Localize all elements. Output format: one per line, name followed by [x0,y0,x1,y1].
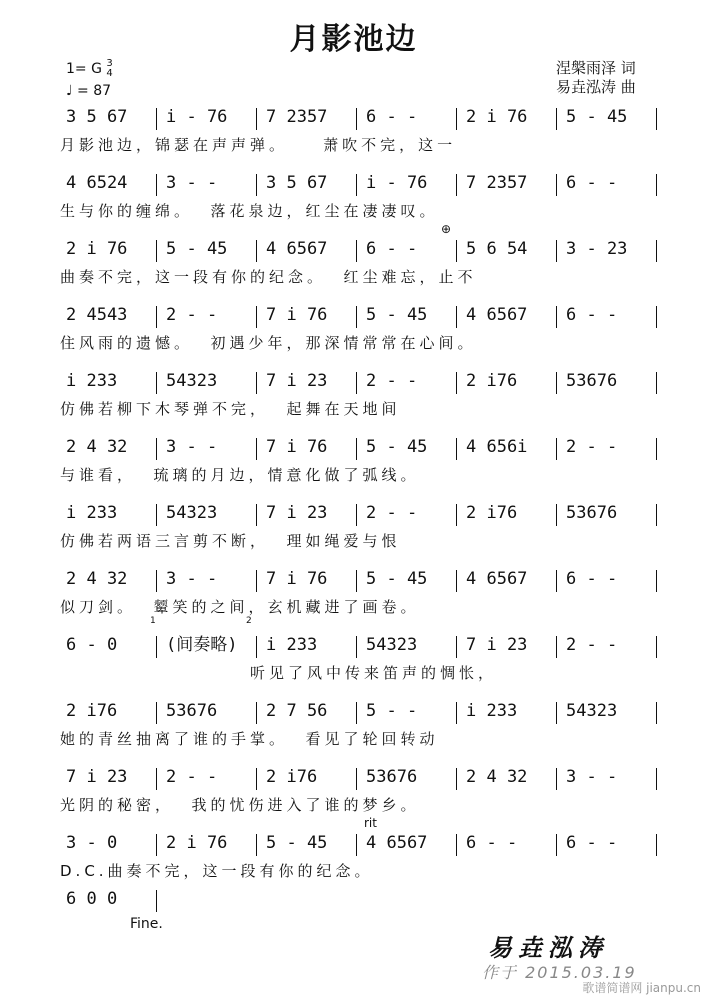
measure: 4 656i [466,437,528,457]
barline [556,306,557,328]
music-system [60,434,660,494]
measure: 7 i 23 [266,371,328,391]
measure: 2 4 32 [66,569,128,589]
barline [356,834,357,856]
barline [156,702,157,724]
barline [556,834,557,856]
barline [456,438,457,460]
measure: 7 i 76 [266,569,328,589]
barline [256,174,257,196]
barline [456,306,457,328]
lyric-row [60,266,660,288]
barline [356,174,357,196]
measure: 3 - 23 [566,239,628,259]
measure: i 233 [466,701,518,721]
barline [256,306,257,328]
barline [456,702,457,724]
barline [456,504,457,526]
measure: 7 i 23 [266,503,328,523]
lyric-row [60,728,660,750]
key-signature [66,58,113,80]
measure: 4 6567 [466,305,528,325]
lyric-row [60,134,660,156]
barline [356,108,357,130]
music-system [60,104,660,164]
barline [556,636,557,658]
barline [356,306,357,328]
measure: 2 i76 [466,371,518,391]
barline [256,438,257,460]
measure: 53676 [366,767,418,787]
rit-mark: rit [364,816,377,830]
music-system [60,170,660,230]
barline [456,108,457,130]
lyric-row [60,200,660,222]
lyric-row [60,794,660,816]
barline [356,636,357,658]
notation-row [60,566,660,594]
lyric-line: 她的青丝抽离了谁的手掌。 看见了轮回转动 [60,730,439,748]
song-title: 月影池边 [289,22,418,57]
measure: i - 76 [366,173,428,193]
measure: 4 6567 [366,833,428,853]
barline [256,108,257,130]
lyric-line: D.C.曲奏不完，这一段有你的纪念。 [60,862,374,880]
music-system [60,236,660,296]
measure: 2 i 76 [166,833,228,853]
barline [156,504,157,526]
music-system [60,698,660,758]
barline [356,240,357,262]
barline [656,702,657,724]
barline [456,570,457,592]
measure: 5 - 45 [266,833,328,853]
barline [656,174,657,196]
measure: 6 - - [566,569,618,589]
barline [156,834,157,856]
measure: 2 4543 [66,305,128,325]
measure: 2 - - [566,437,618,457]
barline [556,768,557,790]
measure: 7 i 23 [466,635,528,655]
lyric-line: 似刀剑。 颦笑的之间，玄机藏进了画卷。 [60,598,420,616]
barline [656,504,657,526]
lyric-line: 住风雨的遗憾。 初遇少年，那深情常常在心间。 [60,334,477,352]
lyric-line: 仿佛若柳下木琴弹不完， 起舞在天地间 [60,400,401,418]
key-label: 1= G [66,61,102,77]
notation-row [60,434,660,462]
measure: 5 6 54 [466,239,528,259]
barline [656,768,657,790]
measure: 5 - - [366,701,418,721]
notation-row [60,886,660,914]
measure: 6 - - [566,173,618,193]
site-watermark: 歌谱简谱网 jianpu.cn [582,981,701,995]
notation-row [60,632,660,660]
barline [156,768,157,790]
barline [656,372,657,394]
barline [156,636,157,658]
barline [456,768,457,790]
lyric-row [60,596,660,618]
barline [156,570,157,592]
lyric-row [60,530,660,552]
measure: 3 - 0 [66,833,118,853]
measure: 2 4 32 [466,767,528,787]
credits-block [556,59,636,97]
barline [356,768,357,790]
measure: 2 7 56 [266,701,328,721]
barline [156,174,157,196]
measure: 5 - 45 [366,437,428,457]
lyricist-credit: 涅槃雨泽 词 [556,59,636,77]
measure: 53676 [566,503,618,523]
measure: 6 - 0 [66,635,118,655]
barline [456,636,457,658]
barline [656,438,657,460]
coda-mark: ⊕ [441,222,452,236]
measure: 2 i 76 [466,107,528,127]
notation-row [60,830,660,858]
measure: i 233 [266,635,318,655]
measure: 54323 [166,503,218,523]
barline [556,438,557,460]
lyric-row [60,860,660,882]
measure: 4 6567 [466,569,528,589]
lyric-line: 听见了风中传来笛声的惆怅， [250,664,498,682]
lyric-line: 曲奏不完，这一段有你的纪念。 红尘难忘，止不 [60,268,477,286]
lyric-line: 生与你的缠绵。 落花泉边，红尘在凄凄叹。 [60,202,439,220]
measure: 5 - 45 [166,239,228,259]
barline [456,240,457,262]
measure: 54323 [366,635,418,655]
measure: 7 2357 [466,173,528,193]
lyric-line: 光阴的秘密， 我的忧伤进入了谁的梦乡。 [60,796,420,814]
measure: 2 i76 [66,701,118,721]
barline [156,372,157,394]
measure: 2 - - [166,767,218,787]
barline [556,372,557,394]
barline [656,570,657,592]
measure: 6 0 0 [66,889,118,909]
music-system [60,830,660,890]
volta-2-mark: 2 [246,616,252,626]
measure: 2 - - [566,635,618,655]
measure: 2 i76 [466,503,518,523]
measure: 6 - - [366,107,418,127]
measure: 5 - 45 [366,569,428,589]
barline [556,570,557,592]
barline [156,890,157,912]
barline [356,438,357,460]
measure: 3 - - [566,767,618,787]
measure: 7 i 23 [66,767,128,787]
notation-row [60,302,660,330]
measure: (间奏略) [166,635,238,655]
notation-row [60,698,660,726]
barline [356,372,357,394]
measure: 53676 [166,701,218,721]
measure: 3 5 67 [66,107,128,127]
barline [256,834,257,856]
barline [256,570,257,592]
notation-row [60,104,660,132]
barline [556,174,557,196]
measure: 6 - - [466,833,518,853]
measure: 5 - 45 [566,107,628,127]
music-system [60,764,660,824]
measure: 2 i76 [266,767,318,787]
music-system [60,500,660,560]
measure: 7 i 76 [266,437,328,457]
tempo-label: ♩ = 87 [66,83,112,99]
volta-1-mark: 1 [150,616,156,626]
barline [156,240,157,262]
barline [656,834,657,856]
notation-row [60,170,660,198]
notation-row [60,236,660,264]
measure: 3 - - [166,173,218,193]
barline [156,108,157,130]
measure: 2 i 76 [66,239,128,259]
music-system [60,632,660,692]
measure: 54323 [166,371,218,391]
lyric-row [60,662,660,684]
barline [456,834,457,856]
measure: 53676 [566,371,618,391]
measure: 2 - - [366,371,418,391]
measure: 54323 [566,701,618,721]
fine-mark: Fine. [130,916,163,932]
barline [356,504,357,526]
measure: i - 76 [166,107,228,127]
measure: 2 - - [166,305,218,325]
barline [656,636,657,658]
key-tempo-block [66,58,113,102]
lyric-row [60,332,660,354]
lyric-row [60,464,660,486]
lyric-line: 与谁看， 琉璃的月边，情意化做了弧线。 [60,466,420,484]
measure: 3 - - [166,437,218,457]
barline [156,306,157,328]
measure: 6 - - [566,305,618,325]
notation-row [60,764,660,792]
measure: 7 i 76 [266,305,328,325]
barline [256,702,257,724]
barline [656,306,657,328]
barline [256,240,257,262]
measure: 4 6524 [66,173,128,193]
composition-date: 作于 2015.03.19 [482,963,637,982]
measure: 3 - - [166,569,218,589]
barline [256,372,257,394]
measure: i 233 [66,503,118,523]
time-signature: 3 4 [106,58,113,79]
barline [556,504,557,526]
barline [556,240,557,262]
barline [356,570,357,592]
measure: 6 - - [566,833,618,853]
measure: 7 2357 [266,107,328,127]
measure: 2 - - [366,503,418,523]
notation-row [60,500,660,528]
measure: 3 5 67 [266,173,328,193]
measure: i 233 [66,371,118,391]
barline [556,702,557,724]
barline [456,174,457,196]
barline [256,768,257,790]
lyric-row [60,398,660,420]
barline [256,504,257,526]
composer-signature: 易垚泓涛 [488,934,608,962]
music-system [60,368,660,428]
barline [556,108,557,130]
measure: 2 4 32 [66,437,128,457]
barline [456,372,457,394]
measure: 6 - - [366,239,418,259]
measure: 5 - 45 [366,305,428,325]
barline [356,702,357,724]
measure: 4 6567 [266,239,328,259]
lyric-line: 月影池边，锦瑟在声声弹。 萧吹不完，这一 [60,136,457,154]
music-system [60,302,660,362]
notation-row [60,368,660,396]
barline [656,240,657,262]
lyric-line: 仿佛若两语三言剪不断， 理如绳爱与恨 [60,532,401,550]
barline [256,636,257,658]
barline [156,438,157,460]
composer-credit: 易垚泓涛 曲 [556,78,636,96]
barline [656,108,657,130]
